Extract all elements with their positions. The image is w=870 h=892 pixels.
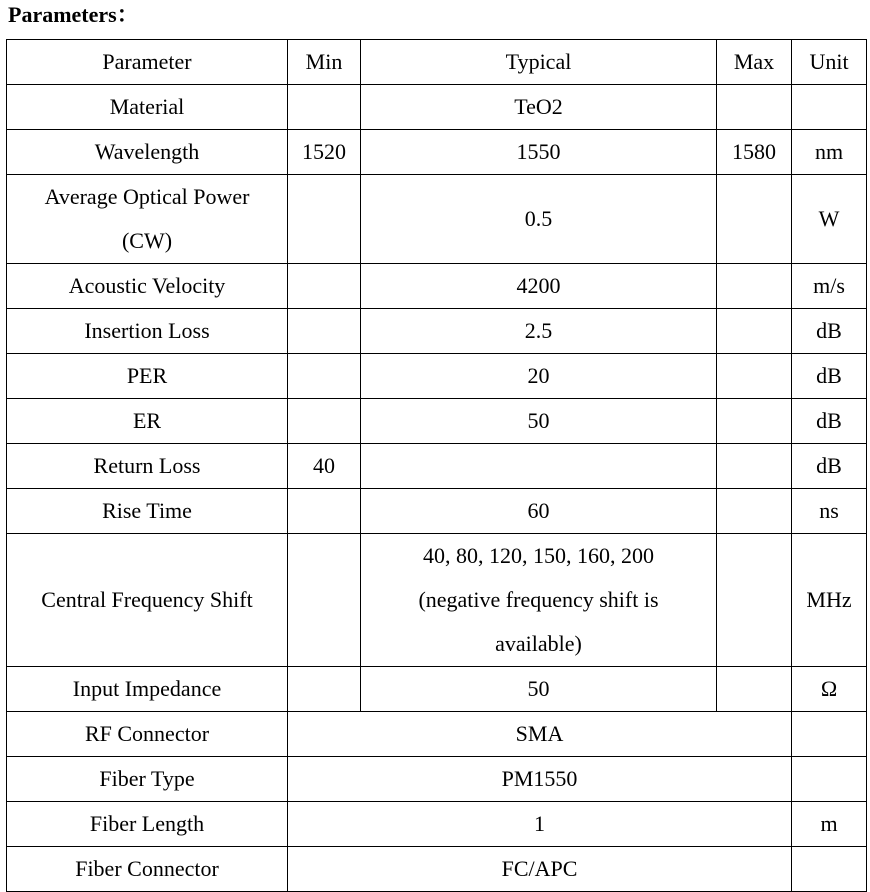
table-row [7, 757, 867, 802]
unit-cell: m [792, 802, 867, 847]
typical-cell [361, 444, 717, 489]
param-cell: Wavelength [7, 130, 288, 175]
min-cell [288, 175, 361, 264]
param-cell: ER [7, 399, 288, 444]
unit-cell: m/s [792, 264, 867, 309]
param-cell: RF Connector [7, 712, 288, 757]
typical-cell: 20 [361, 354, 717, 399]
unit-cell: dB [792, 309, 867, 354]
unit-cell [792, 712, 867, 757]
min-cell [288, 354, 361, 399]
max-cell [717, 534, 792, 667]
table-row [7, 130, 867, 175]
max-cell [717, 444, 792, 489]
typical-cell: 50 [361, 399, 717, 444]
max-cell [717, 667, 792, 712]
table-row [7, 847, 867, 892]
header-unit: Unit [792, 40, 867, 85]
typical-cell: 40, 80, 120, 150, 160, 200 (negative frequency shift is available) [361, 534, 717, 667]
header-min: Min [288, 40, 361, 85]
min-cell: 1520 [288, 130, 361, 175]
typical-cell: 1550 [361, 130, 717, 175]
merged-value-cell: FC/APC [288, 847, 792, 892]
table-row [7, 175, 867, 264]
table-row [7, 667, 867, 712]
unit-cell: nm [792, 130, 867, 175]
min-cell [288, 85, 361, 130]
unit-cell: MHz [792, 534, 867, 667]
typical-cell: 50 [361, 667, 717, 712]
header-max: Max [717, 40, 792, 85]
unit-cell: dB [792, 354, 867, 399]
param-cell: Input Impedance [7, 667, 288, 712]
unit-cell: W [792, 175, 867, 264]
param-cell: PER [7, 354, 288, 399]
min-cell [288, 534, 361, 667]
param-cell: Rise Time [7, 489, 288, 534]
param-cell: Central Frequency Shift [7, 534, 288, 667]
table-row [7, 802, 867, 847]
param-cell: Return Loss [7, 444, 288, 489]
param-cell: Acoustic Velocity [7, 264, 288, 309]
parameters-table [6, 39, 867, 892]
merged-value-cell: SMA [288, 712, 792, 757]
table-row [7, 309, 867, 354]
typical-cell: 4200 [361, 264, 717, 309]
unit-cell: Ω [792, 667, 867, 712]
param-cell: Insertion Loss [7, 309, 288, 354]
max-cell [717, 175, 792, 264]
param-cell: Fiber Length [7, 802, 288, 847]
min-cell [288, 264, 361, 309]
unit-cell: ns [792, 489, 867, 534]
min-cell [288, 309, 361, 354]
table-row [7, 534, 867, 667]
param-cell: Average Optical Power (CW) [7, 175, 288, 264]
typical-cell: 2.5 [361, 309, 717, 354]
unit-cell [792, 85, 867, 130]
min-cell [288, 489, 361, 534]
unit-cell [792, 847, 867, 892]
typical-cell: 0.5 [361, 175, 717, 264]
unit-cell: dB [792, 399, 867, 444]
table-row [7, 489, 867, 534]
max-cell [717, 354, 792, 399]
typical-cell: TeO2 [361, 85, 717, 130]
min-cell: 40 [288, 444, 361, 489]
header-parameter: Parameter [7, 40, 288, 85]
merged-value-cell: 1 [288, 802, 792, 847]
min-cell [288, 399, 361, 444]
table-row [7, 444, 867, 489]
table-row [7, 712, 867, 757]
section-heading: Parameters： [8, 2, 139, 27]
param-cell: Fiber Connector [7, 847, 288, 892]
table-header-row [7, 40, 867, 85]
min-cell [288, 667, 361, 712]
table-row [7, 264, 867, 309]
max-cell [717, 309, 792, 354]
table-row [7, 85, 867, 130]
max-cell [717, 399, 792, 444]
max-cell [717, 264, 792, 309]
header-typical: Typical [361, 40, 717, 85]
merged-value-cell: PM1550 [288, 757, 792, 802]
max-cell [717, 85, 792, 130]
unit-cell [792, 757, 867, 802]
max-cell [717, 489, 792, 534]
param-cell: Material [7, 85, 288, 130]
max-cell: 1580 [717, 130, 792, 175]
table-row [7, 354, 867, 399]
table-row [7, 399, 867, 444]
typical-cell: 60 [361, 489, 717, 534]
param-cell: Fiber Type [7, 757, 288, 802]
unit-cell: dB [792, 444, 867, 489]
